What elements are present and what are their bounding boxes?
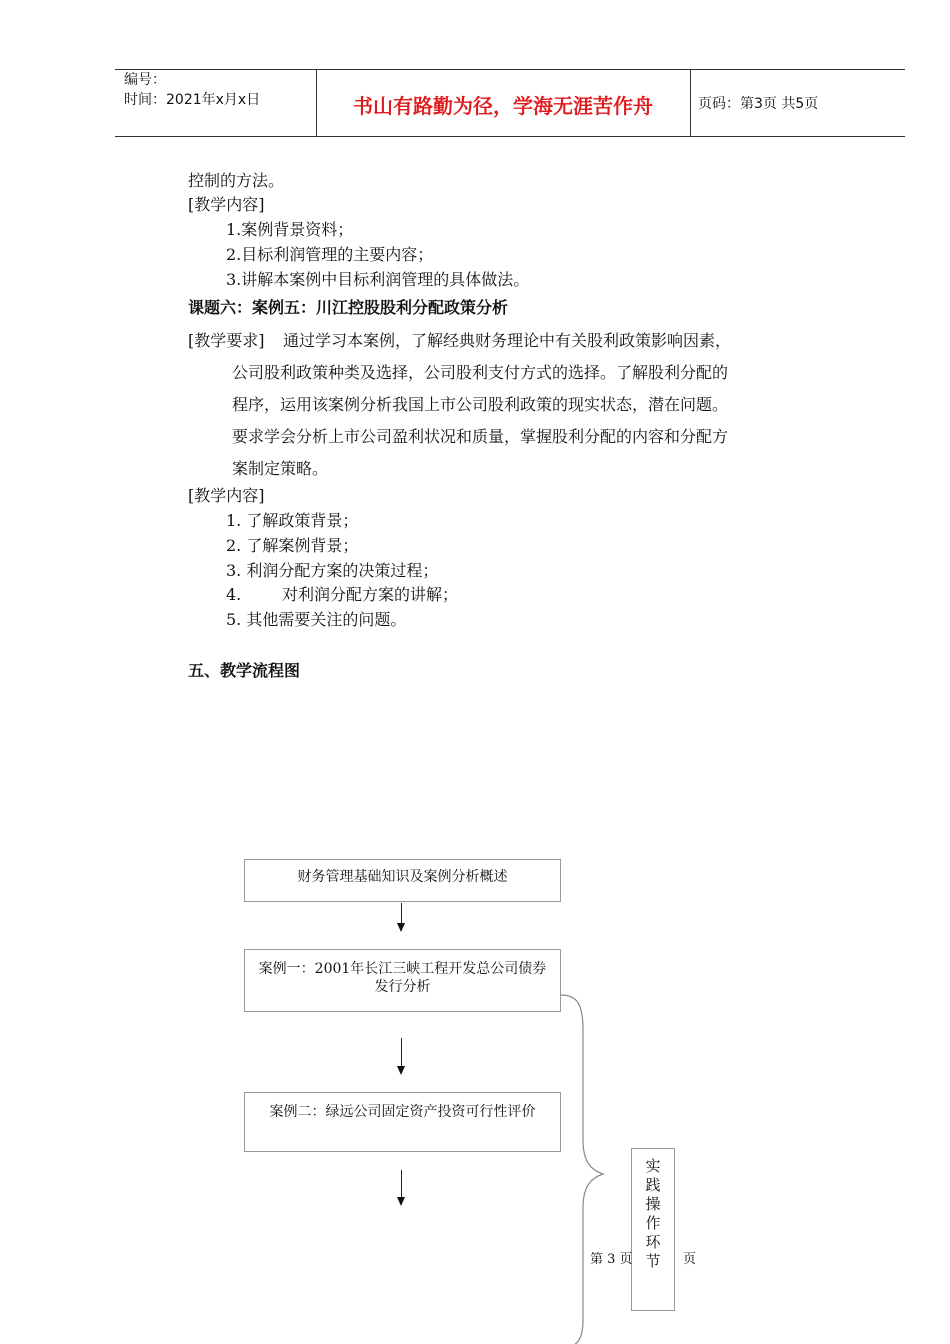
flow-side-box-practice: [631, 1148, 675, 1311]
flow-box-overview: [244, 859, 561, 902]
header-divider-right: [690, 69, 691, 136]
topic6-item-5: 5. 其他需要关注的问题。: [226, 610, 407, 629]
section5-content-label: [教学内容]: [188, 195, 265, 214]
flow-box-case1-text: 案例一：2001年长江三峡工程开发总公司债券发行分析: [258, 961, 547, 995]
topic6-item-2: 2. 了解案例背景；: [226, 536, 359, 555]
section5-item-1: 1.案例背景资料；: [226, 220, 354, 239]
header-slogan: 书山有路勤为径，学海无涯苦作舟: [353, 94, 653, 118]
flow-arrow-1: [401, 903, 402, 930]
flow-side-box-char: 践: [645, 1176, 661, 1194]
flow-side-box-chars: [632, 1157, 674, 1271]
header-page-info: 页码：第3页 共5页: [698, 96, 819, 112]
topic6-title: 课题六：案例五：川江控股股利分配政策分析: [188, 298, 509, 317]
topic6-requirements-label: [教学要求]: [188, 331, 265, 350]
topic6-requirements-line-4: 要求学会分析上市公司盈利状况和质量，掌握股利分配的内容和分配方: [232, 427, 729, 446]
topic6-requirements-line-2: 公司股利政策种类及选择，公司股利支付方式的选择。了解股利分配的: [232, 363, 729, 382]
header-time: 时间：2021年x月x日: [124, 92, 261, 108]
topic6-requirements-line-5: 案制定策略。: [232, 459, 329, 478]
topic6-item-3: 3. 利润分配方案的决策过程；: [226, 561, 439, 580]
section-title-flowchart: 五、教学流程图: [188, 661, 301, 680]
flow-box-case1: [244, 949, 561, 1012]
flow-brace: [555, 990, 615, 1344]
section5-item-3: 3.讲解本案例中目标利润管理的具体做法。: [226, 270, 530, 289]
header-bottom-rule: [115, 136, 905, 137]
topic6-requirements-line-1: 通过学习本案例，了解经典财务理论中有关股利政策影响因素，: [283, 331, 732, 350]
flow-side-box-char: 环: [645, 1233, 661, 1251]
body-line-1: 控制的方法。: [188, 171, 285, 190]
flow-side-box-char: 实: [645, 1157, 661, 1175]
footer-page-left: 第 3 页: [590, 1252, 633, 1267]
flow-arrow-3: [401, 1170, 402, 1204]
topic6-requirements-line-3: 程序，运用该案例分析我国上市公司股利政策的现实状态，潜在问题。: [232, 395, 729, 414]
header-number: 编号：: [124, 72, 166, 88]
flow-box-overview-text: 财务管理基础知识及案例分析概述: [297, 869, 508, 885]
flow-side-box-char: 节: [645, 1252, 661, 1270]
topic6-content-label: [教学内容]: [188, 486, 265, 505]
topic6-item-1: 1. 了解政策背景；: [226, 511, 359, 530]
section5-item-2: 2.目标利润管理的主要内容；: [226, 245, 434, 264]
topic6-item-4: 4. 对利润分配方案的讲解；: [226, 585, 458, 604]
footer-page-right: 页: [683, 1252, 697, 1267]
header-meta: [124, 70, 260, 110]
flow-side-box-char: 操: [645, 1195, 661, 1213]
flow-arrow-2: [401, 1038, 402, 1073]
flow-side-box-char: 作: [645, 1214, 661, 1232]
flow-box-case2: [244, 1092, 561, 1152]
flow-box-case2-text: 案例二：绿远公司固定资产投资可行性评价: [269, 1104, 536, 1120]
